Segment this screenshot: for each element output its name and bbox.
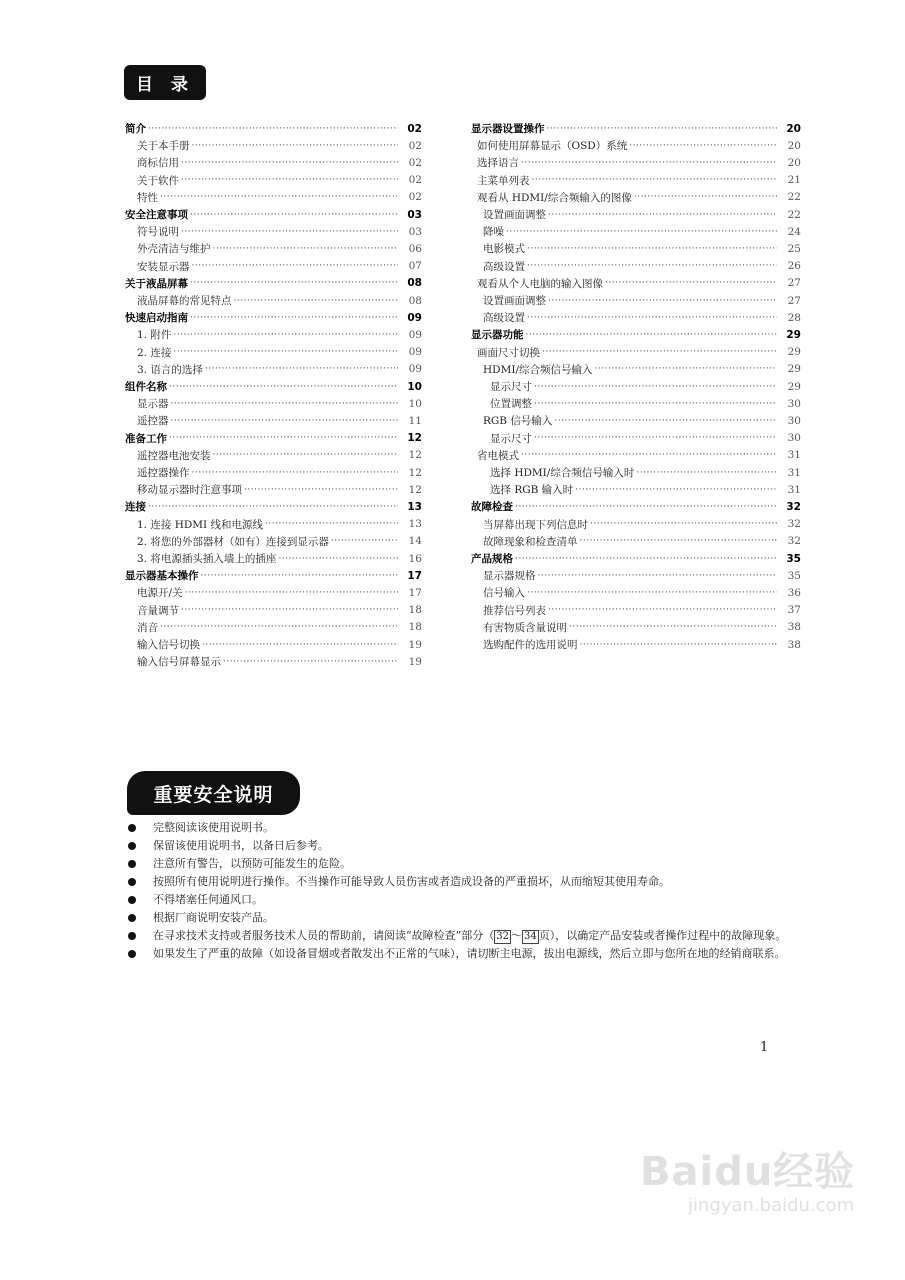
leader-dots [527, 588, 777, 598]
leader-dots [171, 416, 399, 426]
leader-dots [636, 468, 777, 478]
leader-dots [595, 364, 777, 374]
toc-entry-page: 18 [408, 621, 422, 634]
leader-dots [538, 571, 778, 581]
toc-entry [465, 361, 801, 378]
toc-entry-page: 08 [408, 294, 422, 307]
toc-entry-label: 省电模式 [477, 449, 519, 462]
toc-entry [125, 223, 422, 240]
toc-entry [465, 584, 801, 601]
toc-entry-label: HDMI/综合频信号输入 [483, 363, 593, 376]
leader-dots [192, 261, 399, 271]
toc-entry-page: 02 [408, 139, 422, 152]
toc-entry-label: 输入信号屏幕显示 [137, 656, 221, 669]
toc-entry-page: 27 [787, 277, 801, 290]
leader-dots [192, 141, 399, 151]
toc-entry-label: 有害物质含量说明 [483, 621, 567, 634]
toc-entry [125, 447, 422, 464]
leader-dots [548, 605, 777, 615]
leader-dots [515, 502, 777, 512]
toc-entry-label: 显示器 [137, 398, 169, 411]
leader-dots [534, 399, 777, 409]
toc-entry-page: 19 [408, 638, 422, 651]
toc-entry-label: 选购配件的选用说明 [483, 639, 578, 651]
toc-entry-page: 09 [408, 363, 422, 376]
toc-entry-label: 1. 附件 [137, 329, 172, 342]
toc-entry-label: 观看从 HDMI/综合频输入的图像 [477, 191, 632, 204]
leader-dots [223, 657, 398, 667]
toc-entry-label: 推荐信号列表 [483, 604, 546, 617]
safety-item: 不得堵塞任何通风口。 [125, 891, 790, 909]
leader-dots [575, 485, 777, 495]
page-ref: 34 [523, 931, 537, 942]
leader-dots [213, 244, 399, 254]
leader-dots [580, 640, 778, 650]
toc-entry [125, 258, 422, 275]
toc-entry-label: 特性 [137, 191, 158, 204]
toc-entry-page: 09 [407, 311, 422, 324]
toc-entry [465, 223, 801, 240]
toc-entry-page: 12 [408, 449, 422, 462]
toc-entry-page: 30 [787, 397, 801, 410]
safety-text: 在寻求技术支持或者服务技术人员的帮助前，请阅读“故障检查”部分（ [153, 929, 495, 942]
toc-entry [125, 412, 422, 429]
toc-entry [125, 533, 422, 550]
safety-item: 根据厂商说明安装产品。 [125, 909, 790, 927]
toc-entry-page: 12 [407, 432, 422, 445]
toc-entry-label: 安全注意事项 [125, 209, 188, 221]
toc-entry [465, 498, 801, 515]
leader-dots [192, 468, 399, 478]
toc-entry [125, 240, 422, 257]
toc-entry-page: 32 [787, 518, 801, 531]
toc-entry-page: 14 [408, 535, 422, 548]
leader-dots [202, 640, 398, 650]
leader-dots [190, 313, 398, 323]
leader-dots [534, 433, 777, 443]
toc-entry-page: 20 [786, 122, 801, 135]
leader-dots [205, 364, 398, 374]
toc-entry-page: 09 [408, 328, 422, 341]
toc-entry [125, 430, 422, 447]
toc-entry-page: 20 [787, 139, 801, 152]
safety-item: 按照所有使用说明进行操作。不当操作可能导致人员伤害或者造成设备的严重损坏，从而缩短其使用寿命。 [125, 873, 790, 891]
toc-entry [465, 120, 801, 137]
toc-entry-label: 3. 将电源插头插入墙上的插座 [137, 553, 277, 565]
toc-entry-page: 11 [408, 414, 422, 427]
toc-entry-label: 选择 RGB 输入时 [490, 484, 574, 497]
safety-item: 保留该使用说明书，以备日后参考。 [125, 837, 790, 855]
leader-dots [547, 124, 778, 134]
toc-entry-label: 遥控器电池安装 [137, 449, 211, 462]
toc-entry-label: 液晶屏幕的常见特点 [137, 295, 232, 307]
toc-entry-page: 38 [787, 638, 801, 651]
toc-entry [465, 326, 801, 343]
toc-entry [125, 309, 422, 326]
toc-entry-page: 35 [787, 569, 801, 582]
toc-entry [125, 550, 422, 567]
leader-dots [506, 227, 777, 237]
toc-entry [125, 567, 422, 584]
toc-entry [125, 619, 422, 636]
leader-dots [605, 278, 777, 288]
leader-dots [181, 175, 398, 185]
leader-dots [534, 382, 777, 392]
toc-entry-label: 消音 [137, 621, 158, 634]
toc-entry [465, 447, 801, 464]
leader-dots [521, 450, 777, 460]
toc-entry-page: 20 [787, 156, 801, 169]
toc-entry [465, 189, 801, 206]
toc-heading: 目 录 [124, 65, 206, 100]
toc-entry-label: 组件名称 [125, 381, 167, 393]
toc-entry-page: 24 [787, 225, 801, 238]
leader-dots [160, 622, 398, 632]
toc-entry [125, 602, 422, 619]
leader-dots [169, 433, 398, 443]
toc-entry [125, 481, 422, 498]
toc-entry [465, 344, 801, 361]
safety-item: 如果发生了严重的故障（如设备冒烟或者散发出不正常的气味），请切断主电源，拔出电源线，然后立即与您所在地的经销商联系。 [125, 945, 790, 963]
leader-dots [201, 571, 399, 581]
leader-dots [173, 330, 398, 340]
toc-entry-page: 22 [787, 191, 801, 204]
toc-entry-label: 3. 语言的选择 [137, 363, 203, 376]
leader-dots [265, 519, 398, 529]
toc-entry [125, 395, 422, 412]
toc-entry [465, 412, 801, 429]
toc-entry-label: 降噪 [483, 226, 504, 239]
safety-item: 完整阅读该使用说明书。 [125, 819, 790, 837]
leader-dots [527, 244, 777, 254]
toc-entry [125, 464, 422, 481]
toc-entry [465, 430, 801, 447]
page-number: 1 [760, 1040, 769, 1055]
leader-dots [515, 554, 777, 564]
toc-entry [465, 464, 801, 481]
toc-entry-page: 28 [787, 311, 801, 324]
safety-list [125, 819, 790, 963]
toc-entry [125, 120, 422, 137]
leader-dots [634, 192, 777, 202]
toc-entry-page: 26 [787, 260, 801, 273]
leader-dots [244, 485, 398, 495]
toc-entry [465, 395, 801, 412]
toc-entry [465, 309, 801, 326]
leader-dots [169, 382, 398, 392]
leader-dots [190, 210, 398, 220]
toc-entry-page: 25 [787, 242, 801, 255]
toc-entry [465, 172, 801, 189]
toc-entry-label: 显示尺寸 [490, 432, 532, 445]
toc-entry-page: 29 [787, 346, 801, 359]
toc-entry-label: 2. 连接 [137, 346, 172, 359]
toc-entry [465, 275, 801, 292]
toc-entry-page: 08 [407, 277, 422, 290]
toc-entry-page: 31 [787, 483, 801, 496]
toc-entry-label: 选择 HDMI/综合频信号输入时 [490, 467, 635, 479]
toc-entry-page: 02 [407, 122, 422, 135]
toc-entry-label: RGB 信号输入 [483, 415, 553, 428]
toc-entry-page: 37 [787, 604, 801, 617]
toc-entry-page: 30 [787, 414, 801, 427]
leader-dots [521, 158, 777, 168]
toc-entry [125, 361, 422, 378]
toc-entry-label: 2. 将您的外部器材（如有）连接到显示器 [137, 535, 329, 548]
leader-dots [181, 158, 398, 168]
toc-entry [125, 206, 422, 223]
toc-entry-label: 输入信号切换 [137, 639, 200, 651]
leader-dots [548, 296, 777, 306]
toc-entry-label: 观看从个人电脑的输入图像 [477, 277, 603, 290]
toc-entry [125, 344, 422, 361]
toc-entry-page: 07 [408, 260, 422, 273]
leader-dots [554, 416, 777, 426]
toc-entry-page: 02 [408, 156, 422, 169]
toc-entry [125, 653, 422, 670]
toc-entry-label: 显示器基本操作 [125, 570, 199, 583]
watermark [640, 1140, 870, 1216]
toc-entry-page: 02 [408, 191, 422, 204]
toc-entry-page: 38 [787, 621, 801, 634]
toc-entry-label: 主菜单列表 [477, 174, 530, 187]
leader-dots [148, 502, 398, 512]
toc-entry [125, 189, 422, 206]
leader-dots [213, 450, 399, 460]
toc-entry [465, 137, 801, 154]
toc-entry-page: 06 [408, 242, 422, 255]
toc-entry [465, 602, 801, 619]
toc-entry [125, 326, 422, 343]
toc-entry [125, 172, 422, 189]
page-ref: 32 [496, 931, 509, 942]
leader-dots [527, 261, 777, 271]
leader-dots [181, 605, 398, 615]
toc-entry-label: 准备工作 [125, 432, 167, 445]
toc-entry-page: 12 [408, 483, 422, 496]
toc-entry [465, 481, 801, 498]
toc-entry-page: 31 [787, 449, 801, 462]
leader-dots [526, 330, 778, 340]
leader-dots [548, 210, 777, 220]
toc-entry [465, 154, 801, 171]
toc-entry-label: 简介 [125, 123, 146, 135]
safety-heading: 重要安全说明 [127, 771, 300, 815]
toc-entry-label: 故障检查 [471, 501, 513, 514]
leader-dots [569, 622, 777, 632]
toc-entry [465, 516, 801, 533]
toc-entry-label: 外壳清洁与维护 [137, 243, 211, 256]
safety-text: 页），以确定产品安装或者操作过程中的故障现象。 [538, 929, 787, 942]
toc-entry-label: 关于液晶屏幕 [125, 277, 188, 290]
toc-entry [125, 137, 422, 154]
toc-entry-label: 产品规格 [471, 553, 513, 565]
toc-entry-label: 信号输入 [483, 587, 525, 600]
toc-entry-label: 快速启动指南 [125, 312, 188, 325]
toc-entry-label: 关于软件 [137, 174, 179, 187]
toc-entry-page: 10 [408, 397, 422, 410]
toc-entry-label: 设置画面调整 [483, 209, 546, 221]
toc-entry-page: 13 [407, 500, 422, 513]
toc-entry [125, 275, 422, 292]
range-sep: ～ [510, 929, 522, 942]
toc-entry-label: 遥控器操作 [137, 467, 190, 479]
watermark-logo: Baidu经验 [640, 1149, 856, 1195]
toc-entry-page: 29 [787, 380, 801, 393]
safety-item [125, 927, 790, 945]
toc-entry-page: 32 [786, 500, 801, 513]
toc-entry-label: 位置调整 [490, 398, 532, 411]
toc-entry-page: 02 [408, 174, 422, 187]
leader-dots [185, 588, 398, 598]
leader-dots [171, 399, 399, 409]
safety-item: 注意所有警告，以预防可能发生的危险。 [125, 855, 790, 873]
toc-entry-page: 31 [787, 466, 801, 479]
toc-entry [125, 154, 422, 171]
toc-entry [125, 584, 422, 601]
leader-dots [580, 536, 778, 546]
toc-entry [465, 619, 801, 636]
toc-entry-label: 高级设置 [483, 260, 525, 273]
toc-entry-label: 显示器设置操作 [471, 123, 545, 135]
leader-dots [190, 278, 398, 288]
toc-entry-label: 连接 [125, 501, 146, 514]
leader-dots [590, 519, 777, 529]
toc-entry [465, 240, 801, 257]
leader-dots [234, 296, 399, 306]
toc-entry-page: 16 [408, 552, 422, 565]
watermark-url: jingyan.baidu.com [688, 1195, 855, 1216]
toc-entry-label: 画面尺寸切换 [477, 346, 540, 359]
leader-dots [173, 347, 398, 357]
toc-entry-label: 安装显示器 [137, 260, 190, 273]
toc-entry-page: 29 [787, 363, 801, 376]
toc-entry-page: 18 [408, 604, 422, 617]
toc-entry-page: 22 [787, 208, 801, 221]
toc-entry-label: 显示器规格 [483, 570, 536, 583]
toc-entry-label: 商标信用 [137, 157, 179, 170]
leader-dots [542, 347, 777, 357]
toc-entry [125, 636, 422, 653]
toc-entry-label: 故障现象和检查清单 [483, 535, 578, 548]
toc-entry [465, 550, 801, 567]
toc-entry-label: 遥控器 [137, 415, 169, 428]
toc-entry-label: 电源开/关 [137, 587, 183, 600]
toc-entry [465, 206, 801, 223]
toc-entry [125, 292, 422, 309]
toc-entry [465, 533, 801, 550]
toc-entry-page: 30 [787, 432, 801, 445]
toc-entry-page: 13 [408, 518, 422, 531]
toc-entry-label: 1. 连接 HDMI 线和电源线 [137, 518, 264, 531]
toc-entry-label: 当屏幕出现下列信息时 [483, 518, 588, 531]
toc-entry-page: 17 [408, 586, 422, 599]
toc-entry-label: 选择语言 [477, 157, 519, 170]
toc-entry [125, 498, 422, 515]
toc-entry-page: 21 [787, 174, 801, 187]
toc-entry [465, 378, 801, 395]
leader-dots [148, 124, 398, 134]
toc-entry-page: 27 [787, 294, 801, 307]
toc-entry-page: 09 [408, 346, 422, 359]
toc-entry-label: 高级设置 [483, 312, 525, 325]
toc-entry-label: 音量调节 [137, 604, 179, 617]
leader-dots [160, 192, 398, 202]
toc-entry-page: 19 [408, 655, 422, 668]
toc-entry-label: 符号说明 [137, 226, 179, 239]
toc-entry-page: 32 [787, 535, 801, 548]
toc-entry-page: 29 [786, 328, 801, 341]
leader-dots [181, 227, 398, 237]
leader-dots [629, 141, 777, 151]
toc-entry-page: 35 [786, 552, 801, 565]
toc-entry-label: 设置画面调整 [483, 295, 546, 307]
toc-entry-page: 03 [407, 208, 422, 221]
toc-entry [125, 516, 422, 533]
leader-dots [532, 175, 778, 185]
toc-entry-label: 显示尺寸 [490, 381, 532, 393]
toc-entry-page: 12 [408, 466, 422, 479]
leader-dots [278, 554, 398, 564]
toc-entry [465, 636, 801, 653]
toc-entry [465, 567, 801, 584]
toc-entry [125, 378, 422, 395]
toc-entry-label: 关于本手册 [137, 140, 190, 153]
leader-dots [527, 313, 777, 323]
toc-entry-page: 36 [787, 586, 801, 599]
toc-entry [465, 292, 801, 309]
toc-entry-label: 显示器功能 [471, 329, 524, 342]
leader-dots [331, 536, 398, 546]
toc-entry [465, 258, 801, 275]
toc-entry-page: 17 [407, 569, 422, 582]
toc-entry-label: 如何使用屏幕显示（OSD）系统 [477, 140, 628, 153]
toc-entry-page: 10 [407, 380, 422, 393]
toc-entry-label: 电影模式 [483, 243, 525, 256]
toc-entry-label: 移动显示器时注意事项 [137, 484, 242, 497]
toc-entry-page: 03 [408, 225, 422, 238]
